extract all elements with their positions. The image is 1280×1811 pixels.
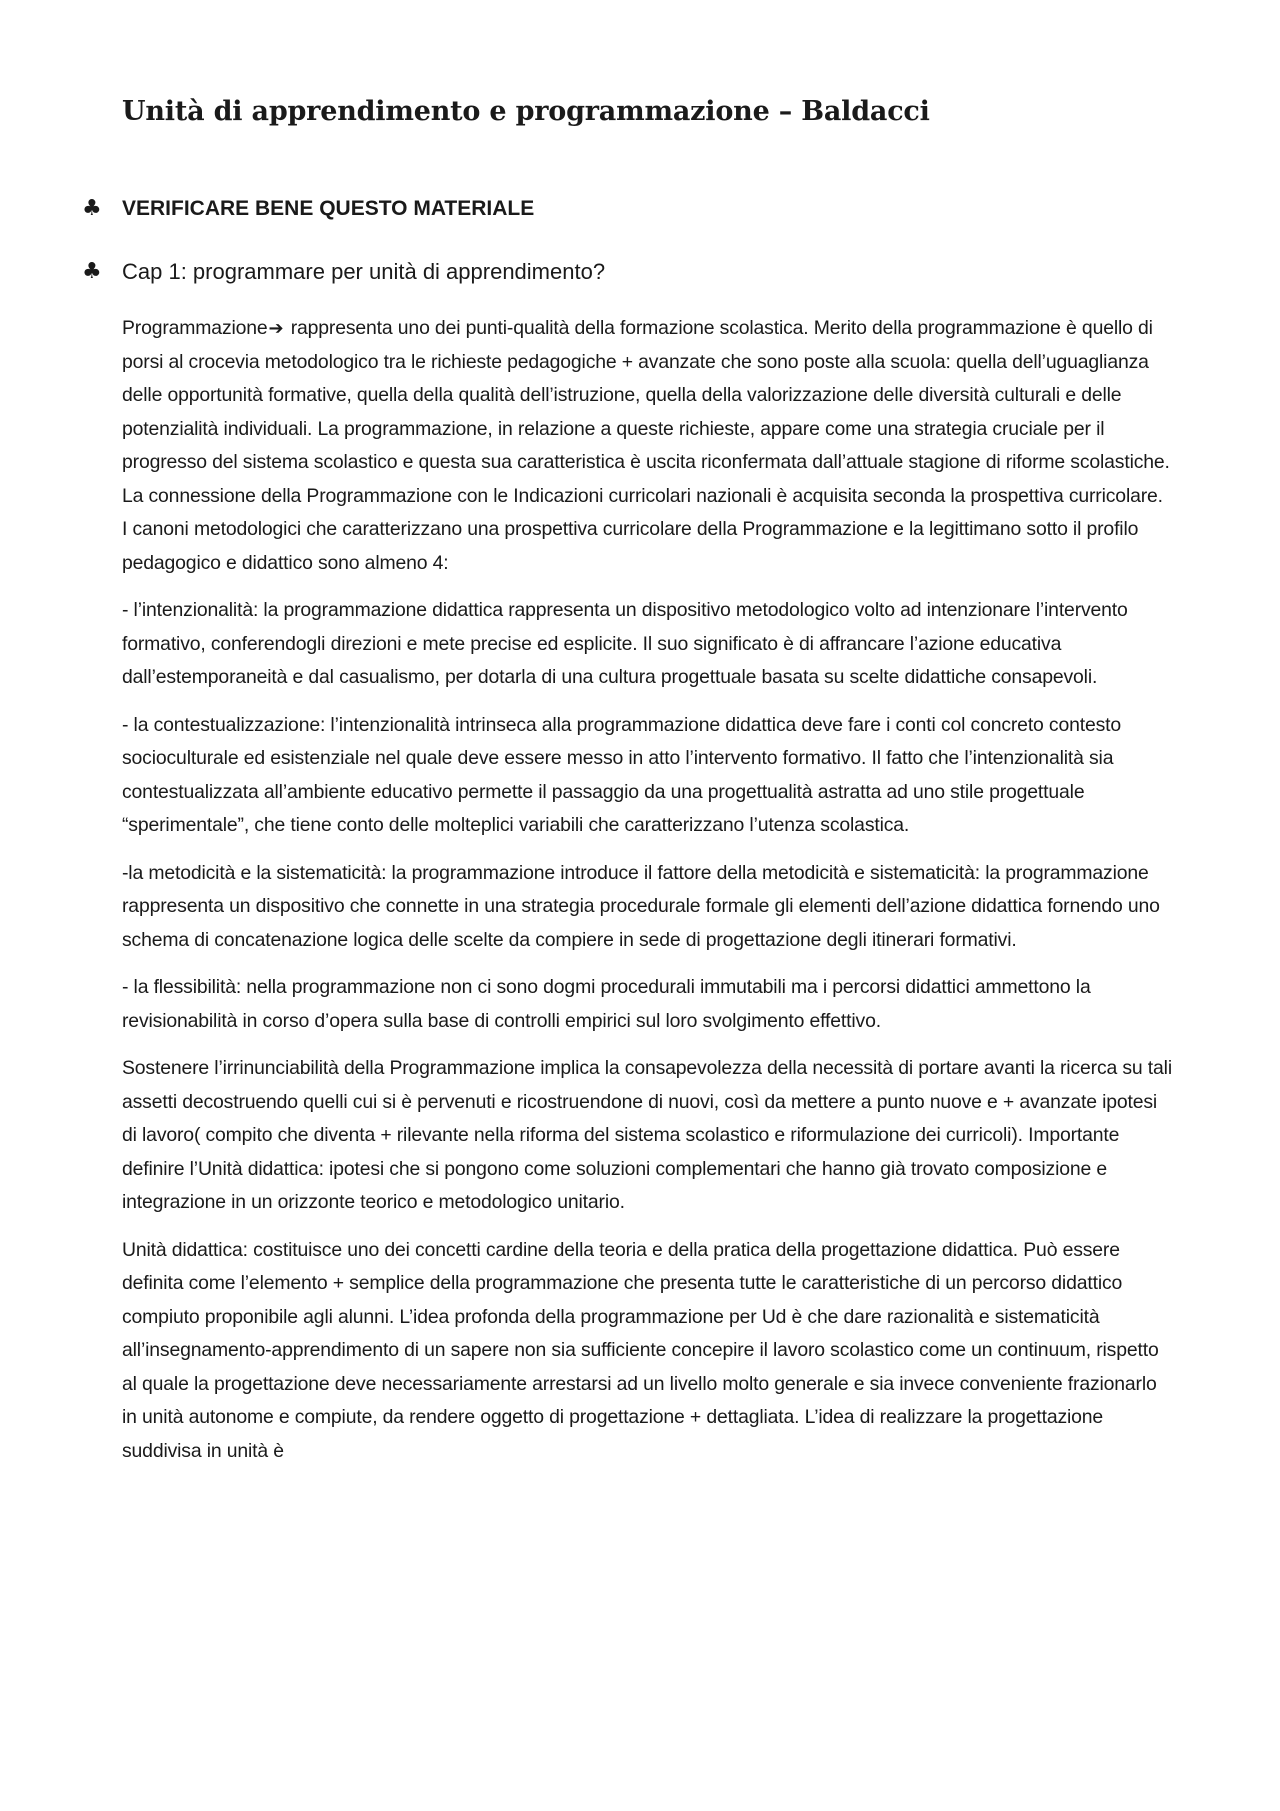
- bullet-item-chapter-1: [82, 259, 605, 285]
- paragraph-flessibilita: - la flessibilità: nella programmazione non ci sono dogmi procedurali immutabili ma i percorsi didattici ammettono la revisionabilità in corso d’opera sulla base di controlli empirici sul loro svolgimento effettivo.: [122, 976, 1091, 1032]
- paragraph-lead: Programmazione: [122, 317, 268, 339]
- paragraph-intenzionalita: - l’intenzionalità: la programmazione didattica rappresenta un dispositivo metodologico volto ad intenzionare l’intervento formativo, conferendogli direzioni e mete precise ed esplicite. Il suo significato è di affrancare l’azione educativa dall’estemporaneità e dal casualismo, per dotarla di una cultura progettuale basata su scelte didattiche consapevoli.: [122, 599, 1128, 688]
- paragraph-programmazione: [122, 312, 1172, 580]
- paragraph-contestualizzazione: - la contestualizzazione: l’intenzionalità intrinseca alla programmazione didattica deve fare i conti col concreto contesto socioculturale ed esistenziale nel quale deve essere messo in atto l’intervento formativo. Il fatto che l’intenzionalità sia contestualizzata all’ambiente educativo permette il passaggio da una progettualità astratta ad uno stile progettuale “sperimentale”, che tiene conto delle molteplici variabili che caratterizzano l’utenza scolastica.: [122, 713, 1122, 836]
- club-icon: ♣: [82, 259, 102, 285]
- bullet-text-chapter-1: Cap 1: programmare per unità di apprendimento?: [122, 259, 606, 284]
- paragraph-text: rappresenta uno dei punti-qualità della formazione scolastica. Merito della programmazione è quello di porsi al crocevia metodologico tra le richieste pedagogiche + avanzate che sono poste alla scuola: quella dell’uguaglianza delle opportunità formative, quella della qualità dell’istruzione, quella della valorizzazione delle diversità culturali e delle potenzialità individuali. La programmazione, in relazione a queste richieste, appare come una strategia cruciale per il progresso del sistema scolastico e questa sua caratteristica è uscita riconfermata dall’attuale stagione di riforme scolastiche. La connessione della Programmazione con le Indicazioni curricolari nazionali è acquisita seconda la prospettiva curricolare. I canoni metodologici che caratterizzano una prospettiva curricolare della Programmazione e la legittimano sotto il profilo pedagogico e didattico sono almeno 4:: [122, 317, 1170, 574]
- bullet-text-verify: VERIFICARE BENE QUESTO MATERIALE: [122, 197, 535, 220]
- paragraph-unita-didattica: Unità didattica: costituisce uno dei concetti cardine della teoria e della pratica della progettazione didattica. Può essere definita come l’elemento + semplice della programmazione che presenta tutte le caratteristiche di un percorso didattico compiuto proponibile agli alunni. L’idea profonda della programmazione per Ud è che dare razionalità e sistematicità all’insegnamento-apprendimento di un sapere non sia sufficiente concepire il lavoro scolastico come un continuum, rispetto al quale la progettazione deve necessariamente arrestarsi ad un livello molto generale e sia invece conveniente frazionarlo in unità autonome e compiute, da rendere oggetto di progettazione + dettagliata. L’idea di realizzare la progettazione suddivisa in unità è: [122, 1238, 1159, 1462]
- paragraph-metodicita: -la metodicità e la sistematicità: la programmazione introduce il fattore della metodicità e sistematicità: la programmazione rappresenta un dispositivo che connette in una strategia procedurale formale gli elementi dell’azione didattica fornendo uno schema di concatenazione logica delle scelte da compiere in sede di progettazione degli itinerari formativi.: [122, 861, 1160, 951]
- document-body: [122, 312, 1172, 1482]
- arrow-right-icon: ➔: [268, 318, 284, 339]
- club-icon: ♣: [82, 195, 102, 221]
- paragraph-irrinunciabilita: Sostenere l’irrinunciabilità della Programmazione implica la consapevolezza della necessità di portare avanti la ricerca su tali assetti decostruendo quelli cui si è pervenuti e ricostruendone di nuovi, così da mettere a punto nuove e + avanzate ipotesi di lavoro( compito che diventa + rilevante nella riforma del sistema scolastico e riformulazione dei curricoli). Importante definire l’Unità didattica: ipotesi che si pongono come soluzioni complementari che hanno già trovato composizione e integrazione in un orizzonte teorico e metodologico unitario.: [122, 1057, 1172, 1213]
- bullet-item-verify: [82, 196, 534, 221]
- document-title: Unità di apprendimento e programmazione – Baldacci: [122, 96, 930, 127]
